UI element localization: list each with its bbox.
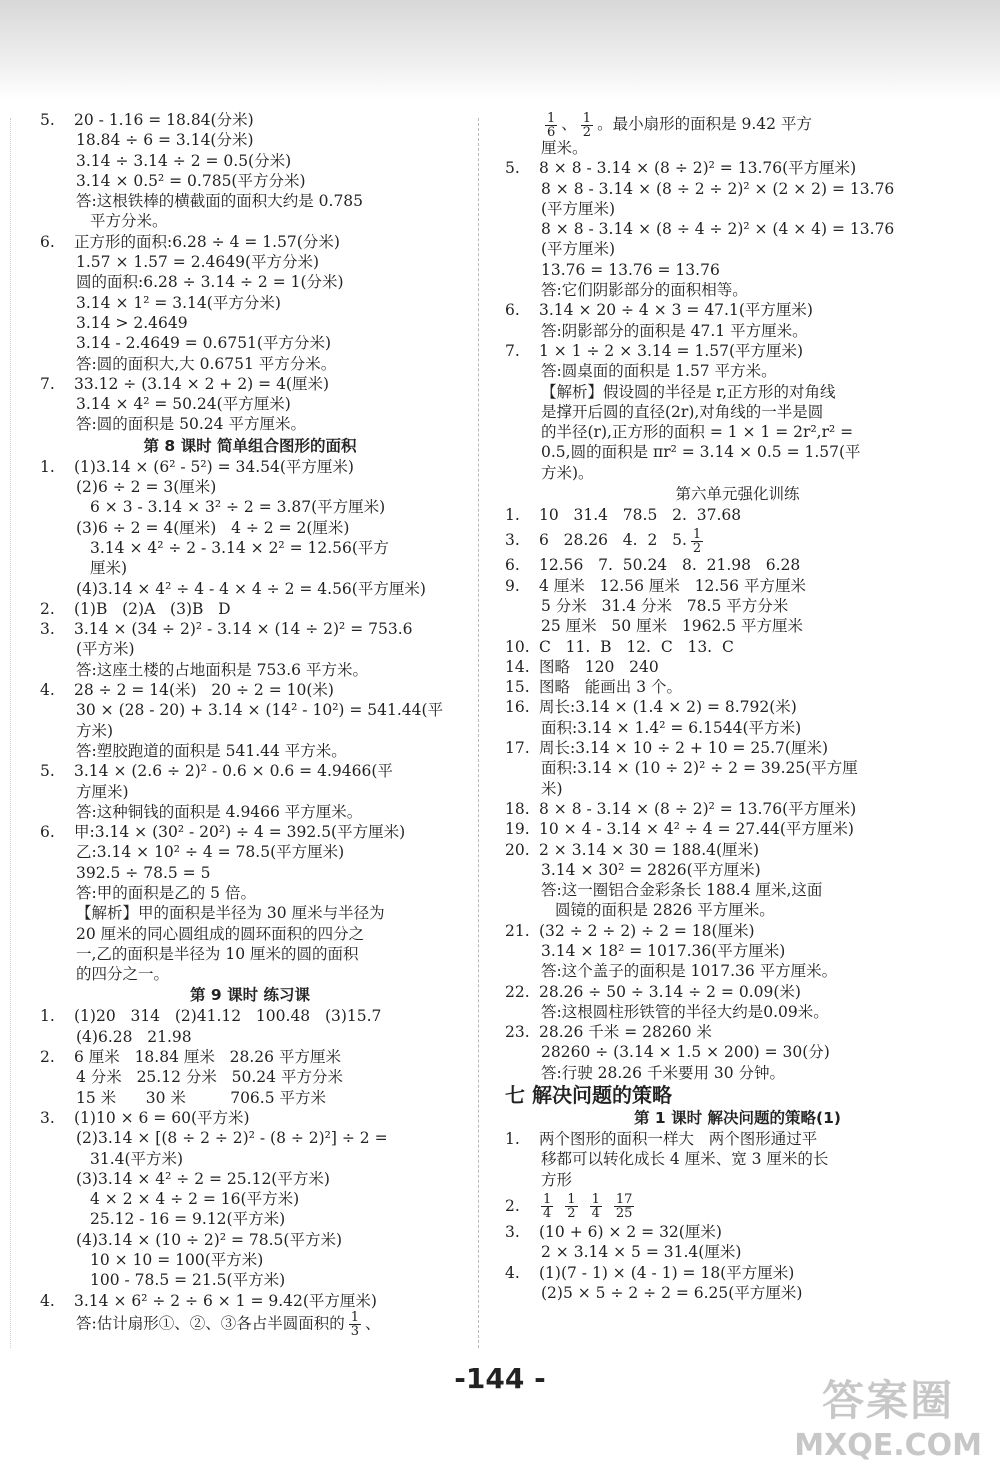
fraction-denominator: 2 — [567, 1206, 576, 1222]
fraction-numerator: 1 — [543, 1192, 552, 1208]
answer-line — [505, 1263, 970, 1283]
question-number: 19. — [505, 820, 530, 839]
answer-line — [505, 1222, 970, 1242]
fraction-numerator: 1 — [547, 110, 556, 126]
answer-text: (1)B (2)A (3)B D — [74, 599, 231, 618]
question-number: 4. — [40, 681, 55, 700]
answer-continuation: 平方分米。 — [90, 212, 168, 231]
answer-text: 33.12 ÷ (3.14 × 2 + 2) = 4(厘米) — [74, 374, 330, 393]
answer-continuation: 4 分米 25.12 分米 50.24 平方分米 — [76, 1068, 343, 1087]
answer-continuation: 3.14 ÷ 3.14 ÷ 2 = 0.5(分米) — [76, 151, 292, 170]
answer-continuation: 答:阴影部分的面积是 47.1 平方厘米。 — [541, 321, 808, 340]
answer-line — [505, 738, 970, 758]
question-number: 21. — [505, 921, 530, 940]
answer-continuation: 厘米) — [90, 559, 128, 578]
question-number: 6. — [505, 301, 520, 320]
answer-line — [505, 555, 970, 575]
answer-continuation: 3.14 - 2.4649 = 0.6751(平方分米) — [76, 334, 332, 353]
answer-line — [505, 158, 970, 178]
answer-continuation: 3.14 × 0.5² = 0.785(平方分米) — [76, 171, 306, 190]
answer-continuation: 方厘米) — [76, 782, 129, 801]
question-number: 22. — [505, 982, 530, 1001]
answer-continuation: 5 分米 31.4 分米 78.5 平方分米 — [541, 596, 789, 615]
answer-text: 28.26 ÷ 50 ÷ 3.14 ÷ 2 = 0.09(米) — [539, 982, 801, 1001]
answer-continuation: 米) — [541, 779, 563, 798]
fraction-numerator: 1 — [582, 110, 592, 126]
answer-line — [40, 1006, 460, 1026]
answer-continuation: 答:这一圈铝合金彩条长 188.4 厘米,这面 — [541, 881, 823, 900]
answer-continuation: 100 - 78.5 = 21.5(平方米) — [90, 1271, 286, 1290]
answer-continuation: 2 × 3.14 × 5 = 31.4(厘米) — [541, 1243, 742, 1262]
answer-text: (10 + 6) × 2 = 32(厘米) — [539, 1222, 722, 1241]
answer-line — [505, 300, 970, 320]
question-number: 15. — [505, 678, 530, 697]
answer-continuation: (平方厘米) — [541, 240, 616, 259]
fraction-numerator: 17 — [615, 1192, 633, 1208]
answer-continuation — [505, 110, 970, 138]
answer-text: 两个图形的面积一样大 两个图形通过平 — [539, 1130, 818, 1149]
answer-continuation: 答:这根铁棒的横截面的面积大约是 0.785 — [76, 192, 364, 211]
question-number: 17. — [505, 739, 530, 758]
answer-text: 6 28.26 4. 2 5. — [539, 531, 687, 550]
question-number: 10. — [505, 637, 530, 656]
page-number: -144 - — [454, 1362, 546, 1395]
answer-text: 6 厘米 18.84 厘米 28.26 平方厘米 — [74, 1048, 341, 1067]
answer-continuation: 4 × 2 × 4 ÷ 2 = 16(平方米) — [90, 1190, 300, 1209]
question-number: 3. — [505, 1222, 520, 1241]
answer-continuation: (3)3.14 × 4² ÷ 2 = 25.12(平方米) — [76, 1169, 330, 1188]
answer-continuation: 3.14 > 2.4649 — [76, 313, 188, 332]
answer-continuation: (2)3.14 × [(8 ÷ 2 ÷ 2)² - (8 ÷ 2)²] ÷ 2 = — [76, 1129, 388, 1148]
question-number: 5. — [40, 111, 55, 129]
answer-continuation: 【解析】假设圆的半径是 r,正方形的对角线 — [541, 382, 836, 401]
fraction-numerator: 1 — [350, 1309, 360, 1325]
question-number: 5. — [505, 159, 520, 178]
answer-continuation: 31.4(平方米) — [90, 1149, 184, 1168]
answer-continuation: 18.84 ÷ 6 = 3.14(分米) — [76, 131, 254, 150]
answer-text: 8 × 8 - 3.14 × (8 ÷ 2)² = 13.76(平方厘米) — [539, 159, 857, 178]
question-number: 3. — [40, 1108, 55, 1127]
watermark-text: 答案圈 — [822, 1376, 955, 1425]
question-number: 2. — [505, 1196, 520, 1215]
answer-continuation: 【解析】甲的面积是半径为 30 厘米与半径为 — [76, 904, 385, 923]
fraction-numerator: 1 — [567, 1192, 576, 1208]
answer-continuation: 乙:3.14 × 10² ÷ 4 = 78.5(平方厘米) — [76, 843, 345, 862]
question-number: 4. — [40, 1291, 55, 1310]
answer-line — [40, 1047, 460, 1067]
answer-line — [505, 525, 970, 555]
answer-line — [40, 232, 460, 252]
fraction-denominator: 4 — [591, 1206, 600, 1222]
fraction-denominator: 2 — [692, 540, 702, 556]
answer-continuation: 一,乙的面积是半径为 10 厘米的圆的面积 — [76, 944, 359, 963]
question-number: 5. — [40, 762, 55, 781]
answer-line — [505, 840, 970, 860]
watermark-logo — [794, 1368, 982, 1463]
answer-continuation: 392.5 ÷ 78.5 = 5 — [76, 863, 211, 882]
answer-text: 、 — [365, 1314, 381, 1333]
fraction-numerator: 1 — [692, 526, 702, 542]
question-number: 18. — [505, 799, 530, 818]
answer-continuation: 面积:3.14 × 1.4² = 6.1544(平方米) — [541, 718, 802, 737]
answer-continuation: 方米) — [76, 721, 114, 740]
fraction-numerator: 1 — [591, 1192, 600, 1208]
answer-line — [505, 637, 970, 657]
answer-text: (1)3.14 × (6² - 5²) = 34.54(平方厘米) — [74, 457, 354, 476]
answer-continuation: (4)3.14 × (10 ÷ 2)² = 78.5(平方米) — [76, 1230, 342, 1249]
answer-continuation: 13.76 = 13.76 = 13.76 — [541, 260, 720, 279]
question-number: 3. — [505, 531, 520, 550]
fraction — [349, 1311, 361, 1338]
answer-line — [505, 921, 970, 941]
answer-continuation: 答:这座土楼的占地面积是 753.6 平方米。 — [76, 660, 368, 679]
answer-text: 。最小扇形的面积是 9.42 平方 — [597, 115, 812, 133]
answer-continuation: 0.5,圆的面积是 πr² = 3.14 × 0.5 = 1.57(平 — [541, 443, 861, 462]
question-number: 3. — [40, 620, 55, 639]
answer-text: 正方形的面积:6.28 ÷ 4 = 1.57(分米) — [74, 232, 340, 251]
question-number: 16. — [505, 698, 530, 717]
question-number: 1. — [40, 457, 55, 476]
answer-text: 答:估计扇形①、②、③各占半圆面积的 — [76, 1314, 345, 1333]
answer-continuation: (2)6 ÷ 2 = 3(厘米) — [76, 478, 217, 497]
section-heading: 第六单元强化训练 — [675, 485, 800, 504]
fraction-denominator: 2 — [582, 124, 592, 138]
question-number: 1. — [40, 1007, 55, 1026]
answer-line — [40, 110, 460, 130]
answer-line — [40, 619, 460, 639]
question-number: 7. — [40, 374, 55, 393]
answer-continuation: 3.14 × 1² = 3.14(平方分米) — [76, 293, 281, 312]
answer-line — [40, 1108, 460, 1128]
answer-line — [40, 1291, 460, 1311]
question-number: 1. — [505, 1130, 520, 1149]
lesson-heading: 第 9 课时 练习课 — [190, 986, 310, 1005]
answer-continuation: 方米)。 — [541, 463, 594, 482]
watermark-url: MXQE.COM — [794, 1428, 982, 1463]
answer-continuation: 面积:3.14 × (10 ÷ 2)² ÷ 2 = 39.25(平方厘 — [541, 759, 858, 778]
fraction — [565, 1193, 577, 1220]
answer-text: 图略 120 240 — [539, 657, 659, 676]
answer-line — [505, 982, 970, 1002]
answer-text: 8 × 8 - 3.14 × (8 ÷ 2)² = 13.76(平方厘米) — [539, 799, 857, 818]
separator: 、 — [561, 115, 577, 133]
question-number: 1. — [505, 506, 520, 525]
answer-continuation: 20 厘米的同心圆组成的圆环面积的四分之 — [76, 924, 365, 943]
fraction — [581, 112, 593, 139]
answer-continuation: 圆镜的面积是 2826 平方厘米。 — [555, 901, 775, 920]
answer-line — [40, 761, 460, 781]
answer-text: 20 - 1.16 = 18.84(分米) — [74, 111, 254, 129]
answer-line — [40, 599, 460, 619]
answer-continuation: 8 × 8 - 3.14 × (8 ÷ 2 ÷ 2)² × (2 × 2) = 13.76 — [541, 179, 895, 198]
answer-continuation: 答:甲的面积是乙的 5 倍。 — [76, 883, 256, 902]
question-number: 4. — [505, 1263, 520, 1282]
question-number: 23. — [505, 1023, 530, 1042]
answer-text: C 11. B 12. C 13. C — [539, 637, 734, 656]
fraction-denominator: 3 — [350, 1323, 360, 1339]
answer-continuation: 答:塑胶跑道的面积是 541.44 平方米。 — [76, 741, 347, 760]
answer-line — [505, 819, 970, 839]
answer-text: 10 31.4 78.5 2. 37.68 — [539, 506, 742, 525]
fraction — [545, 112, 557, 139]
answer-line — [505, 799, 970, 819]
answer-line — [40, 374, 460, 394]
answer-continuation: 是撑开后圆的直径(2r),对角线的一半是圆 — [541, 402, 824, 421]
question-number: 6. — [505, 556, 520, 575]
answer-continuation: 方形 — [541, 1170, 573, 1189]
answer-continuation: 15 米 30 米 706.5 平方米 — [76, 1088, 327, 1107]
answer-text: 28 ÷ 2 = 14(米) 20 ÷ 2 = 10(米) — [74, 681, 334, 700]
answer-continuation — [40, 1309, 460, 1339]
answer-continuation: 移都可以转化成长 4 厘米、宽 3 厘米的长 — [541, 1150, 829, 1169]
answer-continuation: 的半径(r),正方形的面积 = 1 × 1 = 2r²,r² = — [541, 423, 854, 442]
page-top-band — [0, 0, 1000, 100]
answer-continuation: 3.14 × 18² = 1017.36(平方厘米) — [541, 941, 786, 960]
answer-continuation: 答:它们阴影部分的面积相等。 — [541, 281, 748, 300]
answer-text: 3.14 × (34 ÷ 2)² - 3.14 × (14 ÷ 2)² = 753.6 — [74, 620, 413, 639]
answer-line — [505, 1190, 970, 1222]
left-column — [40, 110, 460, 1339]
answer-continuation: (4)3.14 × 4² ÷ 4 - 4 × 4 ÷ 2 = 4.56(平方厘米) — [76, 579, 426, 598]
answer-line — [40, 680, 460, 700]
answer-text: 3.14 × 20 ÷ 4 × 3 = 47.1(平方厘米) — [539, 301, 813, 320]
question-number: 6. — [40, 232, 55, 251]
answer-text: 图略 能画出 3 个。 — [539, 678, 682, 697]
answer-text: 3.14 × (2.6 ÷ 2)² - 0.6 × 0.6 = 4.9466(平 — [74, 762, 393, 781]
answer-continuation: 25 厘米 50 厘米 1962.5 平方厘米 — [541, 617, 804, 636]
page-edge-line — [10, 118, 11, 1348]
question-number: 2. — [40, 599, 55, 618]
question-number: 2. — [40, 1048, 55, 1067]
answer-continuation: 答:这个盖子的面积是 1017.36 平方厘米。 — [541, 962, 838, 981]
answer-continuation: 答:圆的面积是 50.24 平方厘米。 — [76, 415, 306, 434]
answer-continuation: 3.14 × 30² = 2826(平方厘米) — [541, 860, 761, 879]
answer-continuation: 圆的面积:6.28 ÷ 3.14 ÷ 2 = 1(分米) — [76, 273, 344, 292]
answer-continuation: 30 × (28 - 20) + 3.14 × (14² - 10²) = 541.44(平 — [76, 701, 444, 720]
answer-continuation: (4)6.28 21.98 — [76, 1027, 192, 1046]
lesson-heading: 第 8 课时 简单组合图形的面积 — [143, 436, 357, 455]
answer-continuation: 28260 ÷ (3.14 × 1.5 × 200) = 30(分) — [541, 1043, 830, 1062]
answer-text: 2 × 3.14 × 30 = 188.4(厘米) — [539, 840, 760, 859]
answer-text: 10 × 4 - 3.14 × 4² ÷ 4 = 27.44(平方厘米) — [539, 820, 854, 839]
answer-continuation: 答:这种铜钱的面积是 4.9466 平方厘米。 — [76, 802, 363, 821]
answer-line — [505, 677, 970, 697]
fraction — [691, 528, 703, 555]
answer-line — [505, 505, 970, 525]
fraction — [614, 1193, 635, 1220]
answer-continuation: 10 × 10 = 100(平方米) — [90, 1251, 264, 1270]
lesson-heading: 第 1 课时 解决问题的策略(1) — [634, 1109, 841, 1128]
fraction-denominator: 4 — [543, 1206, 552, 1222]
answer-text: (1)10 × 6 = 60(平方米) — [74, 1108, 250, 1127]
answer-continuation: (2)5 × 5 ÷ 2 ÷ 2 = 6.25(平方厘米) — [541, 1283, 803, 1302]
right-column — [505, 110, 970, 1303]
answer-text: 3.14 × 6² ÷ 2 ÷ 6 × 1 = 9.42(平方厘米) — [74, 1291, 377, 1310]
fraction-denominator: 25 — [615, 1206, 633, 1222]
answer-text: 周长:3.14 × (1.4 × 2) = 8.792(米) — [539, 698, 797, 717]
answer-continuation: 8 × 8 - 3.14 × (8 ÷ 4 ÷ 2)² × (4 × 4) = 13.76 — [541, 220, 895, 239]
answer-continuation: 6 × 3 - 3.14 × 3² ÷ 2 = 3.87(平方厘米) — [90, 498, 386, 517]
answer-continuation: 的四分之一。 — [76, 965, 170, 984]
answer-continuation: (3)6 ÷ 2 = 4(厘米) 4 ÷ 2 = 2(厘米) — [76, 518, 350, 537]
answer-line — [40, 457, 460, 477]
answer-line — [505, 1022, 970, 1042]
answer-continuation: 1.57 × 1.57 = 2.4649(平方分米) — [76, 253, 320, 272]
answer-text: 4 厘米 12.56 厘米 12.56 平方厘米 — [539, 576, 806, 595]
answer-line — [505, 657, 970, 677]
answer-continuation: (平方米) — [76, 640, 135, 659]
question-number: 9. — [505, 576, 520, 595]
fraction-denominator: 6 — [547, 124, 556, 138]
answer-text: 周长:3.14 × 10 ÷ 2 + 10 = 25.7(厘米) — [539, 739, 829, 758]
answer-continuation: 答:圆桌面的面积是 1.57 平方米。 — [541, 362, 777, 381]
question-number: 6. — [40, 823, 55, 842]
answer-continuation: 答:行驶 28.26 千米要用 30 分钟。 — [541, 1063, 786, 1082]
answer-line — [505, 1129, 970, 1149]
answer-line — [505, 341, 970, 361]
question-number: 20. — [505, 840, 530, 859]
answer-line — [40, 822, 460, 842]
answer-line — [505, 576, 970, 596]
answer-line — [505, 697, 970, 717]
answer-text: (1)(7 - 1) × (4 - 1) = 18(平方厘米) — [539, 1263, 795, 1282]
answer-text: 12.56 7. 50.24 8. 21.98 6.28 — [539, 556, 801, 575]
fraction — [590, 1193, 602, 1220]
answer-continuation: 3.14 × 4² ÷ 2 - 3.14 × 2² = 12.56(平方 — [90, 538, 389, 557]
question-number: 14. — [505, 657, 530, 676]
answer-continuation: (平方厘米) — [541, 199, 616, 218]
answer-continuation: 厘米。 — [541, 139, 588, 157]
answer-continuation: 答:这根圆柱形铁管的半径大约是0.09米。 — [541, 1002, 829, 1021]
question-number: 7. — [505, 341, 520, 360]
column-divider — [478, 118, 479, 1348]
answer-text: 1 × 1 ÷ 2 × 3.14 = 1.57(平方厘米) — [539, 341, 804, 360]
answer-text: 28.26 千米 = 28260 米 — [539, 1023, 712, 1042]
answer-text: (1)20 314 (2)41.12 100.48 (3)15.7 — [74, 1007, 382, 1026]
unit-title: 七 解决问题的策略 — [505, 1083, 672, 1108]
fraction — [541, 1193, 553, 1220]
answer-text: 甲:3.14 × (30² - 20²) ÷ 4 = 392.5(平方厘米) — [74, 823, 406, 842]
answer-continuation: 答:圆的面积大,大 0.6751 平方分米。 — [76, 354, 337, 373]
answer-text: (32 ÷ 2 ÷ 2) ÷ 2 = 18(厘米) — [539, 921, 755, 940]
answer-continuation: 3.14 × 4² = 50.24(平方厘米) — [76, 395, 291, 414]
answer-continuation: 25.12 - 16 = 9.12(平方米) — [90, 1210, 286, 1229]
